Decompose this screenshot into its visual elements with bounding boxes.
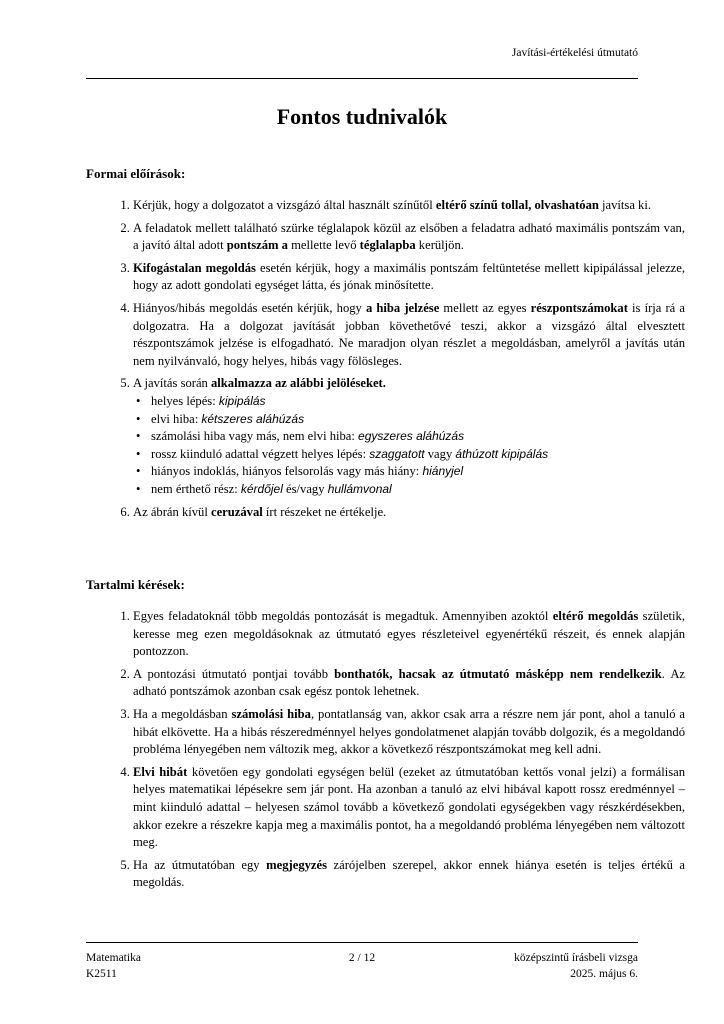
footer-right [514, 950, 638, 982]
content-requests-list [86, 608, 685, 892]
list-item: 4. Elvi hibát követően egy gondolati egységen belül (ezeket az útmutatóban kettős vonal jelzi) a formálisan helyes matematikai lépésekre sem jár pont. Ha azonban a tanuló az elvi hibával kapott rossz eredménnyel – mint kiinduló adattal – helyesen számol tovább a következő gondolati egységekben vagy részkérdésekben, akkor ezekre a részekre kapja meg a maximális pontot, ha a megoldandó probléma lényegében nem változott meg. [133, 764, 685, 852]
header-rule [86, 78, 638, 79]
marking-symbols-list [133, 393, 685, 499]
marking-item: • nem érthető rész: kérdőjel és/vagy hullámvonal [151, 481, 685, 499]
marking-item: • rossz kiinduló adattal végzett helyes lépés: szaggatott vagy áthúzott kipipálás [151, 446, 685, 464]
page-title: Fontos tudnivalók [276, 104, 448, 129]
footer-subject: Matematika [86, 952, 141, 964]
section-heading-content: Tartalmi kérések: [86, 577, 185, 592]
list-item: 1. Kérjük, hogy a dolgozatot a vizsgázó által használt színűtől eltérő színű tollal, olvashatóan javítsa ki. [133, 197, 685, 215]
running-header: Javítási-értékelési útmutató [511, 47, 638, 59]
list-item: 5. A javítás során alkalmazza az alábbi jelöléseket. • helyes lépés: kipipálás • elvi hiba: kétszeres aláhúzás • számolási hiba vagy más, nem elvi hiba: egyszeres aláhúzás • rossz kiinduló adattal végzett helyes lépés: szaggatott vagy áthúzott kipipálás • hiányos indoklás, hiányos felsorolás vagy más hiány: hiányjel • nem érthető rész: kérdőjel és/vagy hullámvonal [133, 375, 685, 498]
marking-item: • számolási hiba vagy más, nem elvi hiba: egyszeres aláhúzás [151, 428, 685, 446]
list-item: 2. A pontozási útmutató pontjai tovább bonthatók, hacsak az útmutató másképp nem rendelkezik. Az adható pontszámok azonban csak egész pontok lehetnek. [133, 666, 685, 701]
marking-item: • elvi hiba: kétszeres aláhúzás [151, 411, 685, 429]
footer-exam: középszintű írásbeli vizsga [514, 952, 638, 964]
formal-rules-list [86, 197, 685, 521]
marking-item: • hiányos indoklás, hiányos felsorolás vagy más hiány: hiányjel [151, 463, 685, 481]
list-item: 2. A feladatok mellett található szürke téglalapok közül az elsőben a feladatra adható maximális pontszám van, a javító által adott pontszám a mellette levő téglalapba kerüljön. [133, 220, 685, 255]
page-number: 2 / 12 [348, 952, 376, 964]
list-item: 5. Ha az útmutatóban egy megjegyzés zárójelben szerepel, akkor ennek hiánya esetén is teljes értékű a megoldás. [133, 857, 685, 892]
footer-rule [86, 942, 638, 943]
section-heading-formal: Formai előírások: [86, 166, 186, 181]
list-item: 4. Hiányos/hibás megoldás esetén kérjük, hogy a hiba jelzése mellett az egyes részpontszámokat is írja rá a dolgozatra. Ha a dolgozat javítását jobban követhetővé teszi, akkor a vizsgázó által elvesztett részpontszámok jelzése is elfogadható. Ne maradjon olyan részlet a megoldásban, amelyről a javítás után nem nyilvánvaló, hogy helyes, hibás vagy fölösleges. [133, 300, 685, 370]
footer-code: K2511 [86, 968, 117, 980]
list-item: 3. Ha a megoldásban számolási hiba, pontatlanság van, akkor csak arra a részre nem jár pont, ahol a tanuló a hibát elkövette. Ha a hibás részeredménnyel helyes gondolatmenet alapján tovább dolgozik, és a megoldandó probléma lényegében nem változik meg, akkor a következő részpontszámokat meg kell adni. [133, 706, 685, 759]
marking-item: • helyes lépés: kipipálás [151, 393, 685, 411]
footer-date: 2025. május 6. [570, 968, 638, 980]
list-item: 3. Kifogástalan megoldás esetén kérjük, hogy a maximális pontszám feltüntetése mellett kipipálással jelezze, hogy az adott gondolati egységet látta, és jónak minősítette. [133, 260, 685, 295]
list-item: 6. Az ábrán kívül ceruzával írt részeket ne értékelje. [133, 504, 685, 522]
list-item: 1. Egyes feladatoknál több megoldás pontozását is megadtuk. Amennyiben azoktól eltérő megoldás születik, keresse meg ezen megoldásoknak az útmutató egyes részleteivel egyenértékű részeit, és ennek alapján pontozzon. [133, 608, 685, 661]
